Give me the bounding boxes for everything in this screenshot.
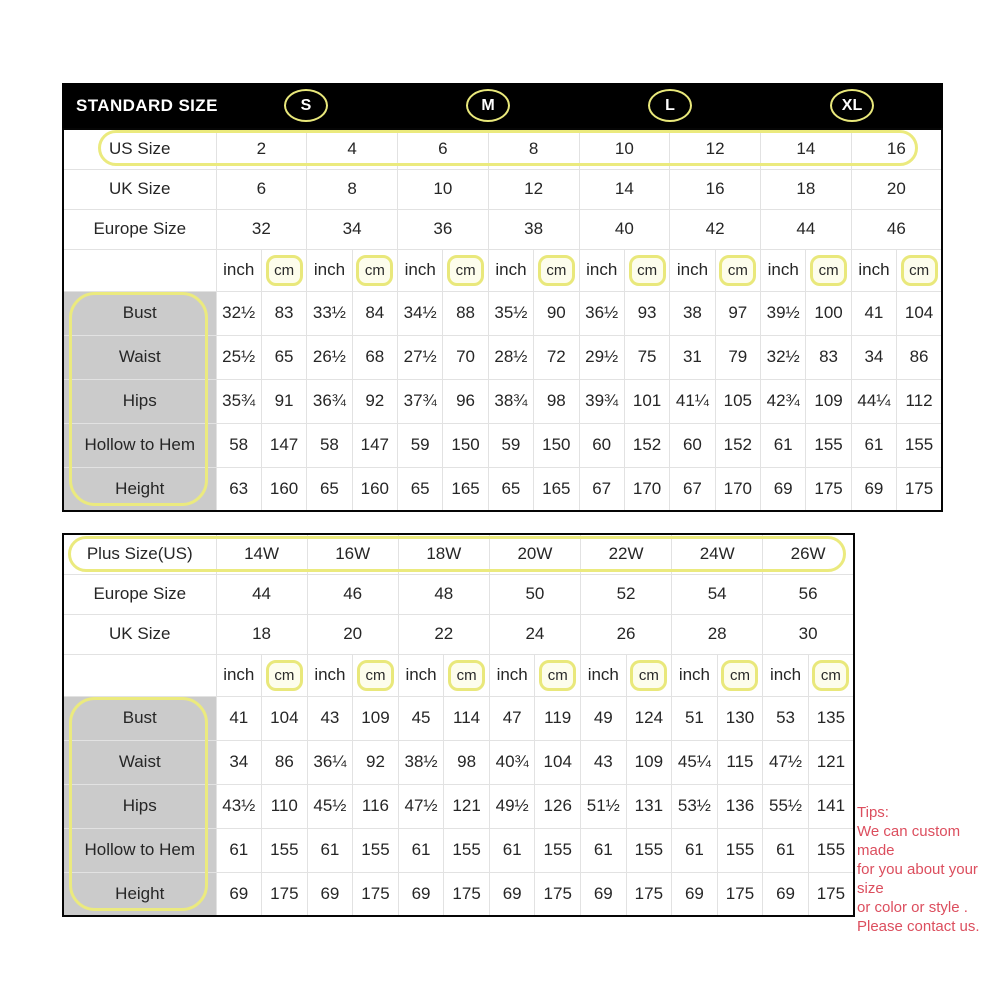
cm-unit-highlight: cm (357, 660, 394, 691)
size-value-cell: 16W (307, 534, 398, 574)
measurement-value-cell: 61 (851, 423, 896, 467)
measurement-value-cell: 60 (670, 423, 715, 467)
size-value-cell: 16 (670, 169, 761, 209)
measurement-value-cell: 175 (353, 872, 399, 916)
size-value-cell: 16 (851, 129, 942, 169)
measurement-value-cell: 35½ (488, 291, 533, 335)
size-value-cell: 12 (670, 129, 761, 169)
measurement-value-cell: 155 (535, 828, 581, 872)
size-value-cell: 32 (216, 209, 307, 249)
inch-unit-label: inch (216, 654, 262, 696)
measurement-value-cell: 51½ (581, 784, 627, 828)
measurement-value-cell: 35¾ (216, 379, 261, 423)
measurement-row (63, 828, 854, 872)
inch-unit-label: inch (672, 654, 718, 696)
cm-unit-highlight: cm (356, 255, 393, 286)
measurement-value-cell: 67 (670, 467, 715, 511)
measurement-label: Waist (63, 335, 216, 379)
measurement-value-cell: 61 (761, 423, 806, 467)
plus-size-table-mount (62, 533, 855, 917)
cm-unit-highlight: cm (630, 660, 667, 691)
inch-unit-label: inch (398, 249, 443, 291)
size-badge-xl: XL (830, 89, 874, 122)
row-label: UK Size (63, 169, 216, 209)
unit-row (63, 249, 942, 291)
measurement-value-cell: 175 (897, 467, 942, 511)
measurement-value-cell: 155 (353, 828, 399, 872)
measurement-value-cell: 155 (806, 423, 851, 467)
size-value-cell: 54 (672, 574, 763, 614)
measurement-value-cell: 39¾ (579, 379, 624, 423)
measurement-value-cell: 45½ (307, 784, 353, 828)
cm-unit-cell (444, 654, 490, 696)
measurement-value-cell: 155 (717, 828, 763, 872)
measurement-value-cell: 175 (626, 872, 672, 916)
inch-unit-label: inch (761, 249, 806, 291)
measurement-label: Hollow to Hem (63, 828, 216, 872)
measurement-value-cell: 109 (806, 379, 851, 423)
measurement-value-cell: 69 (851, 467, 896, 511)
cm-unit-highlight: cm (539, 660, 576, 691)
size-value-cell: 26 (581, 614, 672, 654)
size-row (63, 534, 854, 574)
measurement-value-cell: 69 (398, 872, 444, 916)
measurement-value-cell: 34 (851, 335, 896, 379)
measurement-value-cell: 170 (624, 467, 669, 511)
unit-row-empty-label (63, 654, 216, 696)
size-value-cell: 14W (216, 534, 307, 574)
measurement-value-cell: 109 (353, 696, 399, 740)
measurement-value-cell: 104 (897, 291, 942, 335)
measurement-value-cell: 53 (763, 696, 809, 740)
measurement-value-cell: 150 (443, 423, 488, 467)
measurement-value-cell: 34 (216, 740, 262, 784)
size-value-cell: 28 (672, 614, 763, 654)
tips-line: Please contact us. (857, 918, 980, 935)
measurement-value-cell: 47½ (763, 740, 809, 784)
measurement-value-cell: 152 (624, 423, 669, 467)
measurement-value-cell: 29½ (579, 335, 624, 379)
measurement-value-cell: 69 (672, 872, 718, 916)
unit-row (63, 654, 854, 696)
measurement-value-cell: 41¼ (670, 379, 715, 423)
measurement-value-cell: 175 (808, 872, 854, 916)
measurement-value-cell: 170 (715, 467, 760, 511)
measurement-label: Waist (63, 740, 216, 784)
size-row (63, 574, 854, 614)
inch-unit-label: inch (307, 249, 352, 291)
measurement-value-cell: 51 (672, 696, 718, 740)
measurement-value-cell: 155 (808, 828, 854, 872)
measurement-value-cell: 27½ (398, 335, 443, 379)
cm-unit-cell (535, 654, 581, 696)
measurement-value-cell: 90 (534, 291, 579, 335)
size-value-cell: 24W (672, 534, 763, 574)
measurement-value-cell: 175 (717, 872, 763, 916)
cm-unit-cell (262, 654, 308, 696)
measurement-value-cell: 121 (808, 740, 854, 784)
row-label: UK Size (63, 614, 216, 654)
measurement-value-cell: 60 (579, 423, 624, 467)
cm-unit-highlight: cm (629, 255, 666, 286)
measurement-value-cell: 25½ (216, 335, 261, 379)
size-value-cell: 6 (216, 169, 307, 209)
cm-unit-cell (352, 249, 397, 291)
measurement-value-cell: 124 (626, 696, 672, 740)
measurement-value-cell: 69 (216, 872, 262, 916)
measurement-value-cell: 98 (534, 379, 579, 423)
measurement-value-cell: 43 (307, 696, 353, 740)
size-table (62, 128, 943, 512)
size-table (62, 533, 855, 917)
measurement-value-cell: 136 (717, 784, 763, 828)
size-value-cell: 36 (398, 209, 489, 249)
measurement-value-cell: 53½ (672, 784, 718, 828)
measurement-value-cell: 44¼ (851, 379, 896, 423)
measurement-value-cell: 36¾ (307, 379, 352, 423)
tips-note (857, 803, 997, 936)
measurement-value-cell: 105 (715, 379, 760, 423)
measurement-value-cell: 86 (262, 740, 308, 784)
size-value-cell: 8 (488, 129, 579, 169)
measurement-value-cell: 104 (262, 696, 308, 740)
measurement-value-cell: 175 (444, 872, 490, 916)
row-label: Europe Size (63, 209, 216, 249)
cm-unit-cell (806, 249, 851, 291)
cm-unit-cell (715, 249, 760, 291)
size-row (63, 209, 942, 249)
measurement-row (63, 335, 942, 379)
size-value-cell: 4 (307, 129, 398, 169)
cm-unit-highlight: cm (266, 660, 303, 691)
size-value-cell: 40 (579, 209, 670, 249)
cm-unit-highlight: cm (448, 660, 485, 691)
cm-unit-highlight: cm (721, 660, 758, 691)
measurement-value-cell: 36½ (579, 291, 624, 335)
measurement-value-cell: 31 (670, 335, 715, 379)
measurement-value-cell: 63 (216, 467, 261, 511)
measurement-value-cell: 69 (307, 872, 353, 916)
measurement-value-cell: 38½ (398, 740, 444, 784)
measurement-value-cell: 131 (626, 784, 672, 828)
size-value-cell: 52 (581, 574, 672, 614)
cm-unit-cell (534, 249, 579, 291)
size-value-cell: 48 (398, 574, 489, 614)
measurement-value-cell: 59 (488, 423, 533, 467)
measurement-value-cell: 45¼ (672, 740, 718, 784)
measurement-row (63, 291, 942, 335)
measurement-value-cell: 41 (216, 696, 262, 740)
measurement-value-cell: 130 (717, 696, 763, 740)
measurement-value-cell: 38¾ (488, 379, 533, 423)
size-badge-m: M (466, 89, 510, 122)
measurement-value-cell: 79 (715, 335, 760, 379)
measurement-value-cell: 135 (808, 696, 854, 740)
cm-unit-highlight: cm (447, 255, 484, 286)
inch-unit-label: inch (579, 249, 624, 291)
size-value-cell: 30 (763, 614, 854, 654)
measurement-value-cell: 42¾ (761, 379, 806, 423)
measurement-value-cell: 155 (444, 828, 490, 872)
size-row (63, 129, 942, 169)
cm-unit-cell (897, 249, 942, 291)
measurement-value-cell: 93 (624, 291, 669, 335)
measurement-value-cell: 61 (307, 828, 353, 872)
size-value-cell: 18 (216, 614, 307, 654)
measurement-value-cell: 109 (626, 740, 672, 784)
measurement-value-cell: 58 (216, 423, 261, 467)
measurement-row (63, 467, 942, 511)
measurement-value-cell: 61 (763, 828, 809, 872)
measurement-value-cell: 101 (624, 379, 669, 423)
measurement-value-cell: 97 (715, 291, 760, 335)
measurement-label: Bust (63, 696, 216, 740)
inch-unit-label: inch (489, 654, 535, 696)
measurement-value-cell: 114 (444, 696, 490, 740)
inch-unit-label: inch (670, 249, 715, 291)
measurement-value-cell: 26½ (307, 335, 352, 379)
size-value-cell: 18W (398, 534, 489, 574)
measurement-value-cell: 61 (398, 828, 444, 872)
measurement-value-cell: 41 (851, 291, 896, 335)
measurement-value-cell: 61 (216, 828, 262, 872)
cm-unit-highlight: cm (901, 255, 938, 286)
measurement-value-cell: 61 (489, 828, 535, 872)
measurement-label: Height (63, 872, 216, 916)
measurement-value-cell: 65 (261, 335, 306, 379)
inch-unit-label: inch (307, 654, 353, 696)
measurement-value-cell: 61 (581, 828, 627, 872)
standard-size-header-bar (62, 83, 943, 128)
cm-unit-cell (261, 249, 306, 291)
measurement-value-cell: 69 (761, 467, 806, 511)
measurement-value-cell: 86 (897, 335, 942, 379)
size-row (63, 614, 854, 654)
size-value-cell: 44 (216, 574, 307, 614)
measurement-value-cell: 165 (443, 467, 488, 511)
measurement-value-cell: 110 (262, 784, 308, 828)
measurement-value-cell: 160 (261, 467, 306, 511)
inch-unit-label: inch (398, 654, 444, 696)
cm-unit-cell (808, 654, 854, 696)
measurement-value-cell: 119 (535, 696, 581, 740)
measurement-value-cell: 38 (670, 291, 715, 335)
measurement-label: Hips (63, 784, 216, 828)
measurement-value-cell: 165 (534, 467, 579, 511)
tips-line: or color or style . (857, 899, 968, 916)
measurement-value-cell: 55½ (763, 784, 809, 828)
measurement-value-cell: 75 (624, 335, 669, 379)
inch-unit-label: inch (763, 654, 809, 696)
measurement-value-cell: 72 (534, 335, 579, 379)
measurement-value-cell: 155 (626, 828, 672, 872)
size-value-cell: 56 (763, 574, 854, 614)
size-value-cell: 24 (489, 614, 580, 654)
inch-unit-label: inch (488, 249, 533, 291)
size-value-cell: 10 (398, 169, 489, 209)
measurement-value-cell: 88 (443, 291, 488, 335)
measurement-value-cell: 32½ (761, 335, 806, 379)
size-value-cell: 46 (307, 574, 398, 614)
cm-unit-cell (443, 249, 488, 291)
size-value-cell: 38 (488, 209, 579, 249)
measurement-value-cell: 147 (261, 423, 306, 467)
measurement-value-cell: 147 (352, 423, 397, 467)
measurement-value-cell: 92 (352, 379, 397, 423)
standard-size-table-mount (62, 128, 943, 512)
measurement-label: Height (63, 467, 216, 511)
measurement-value-cell: 45 (398, 696, 444, 740)
measurement-value-cell: 40¾ (489, 740, 535, 784)
cm-unit-cell (624, 249, 669, 291)
measurement-row (63, 784, 854, 828)
measurement-value-cell: 65 (488, 467, 533, 511)
measurement-value-cell: 47 (489, 696, 535, 740)
size-value-cell: 8 (307, 169, 398, 209)
measurement-value-cell: 70 (443, 335, 488, 379)
measurement-value-cell: 91 (261, 379, 306, 423)
measurement-label: Bust (63, 291, 216, 335)
measurement-value-cell: 33½ (307, 291, 352, 335)
size-value-cell: 20W (489, 534, 580, 574)
cm-unit-highlight: cm (719, 255, 756, 286)
measurement-value-cell: 49 (581, 696, 627, 740)
measurement-label: Hips (63, 379, 216, 423)
measurement-value-cell: 155 (897, 423, 942, 467)
measurement-row (63, 423, 942, 467)
size-value-cell: 2 (216, 129, 307, 169)
measurement-value-cell: 126 (535, 784, 581, 828)
size-value-cell: 22W (581, 534, 672, 574)
cm-unit-cell (353, 654, 399, 696)
size-value-cell: 22 (398, 614, 489, 654)
plus-size-table-section (62, 533, 855, 917)
measurement-value-cell: 155 (262, 828, 308, 872)
measurement-value-cell: 61 (672, 828, 718, 872)
row-label: Plus Size(US) (63, 534, 216, 574)
cm-unit-cell (717, 654, 763, 696)
measurement-value-cell: 67 (579, 467, 624, 511)
measurement-value-cell: 98 (444, 740, 490, 784)
measurement-value-cell: 69 (489, 872, 535, 916)
row-label: US Size (63, 129, 216, 169)
size-value-cell: 50 (489, 574, 580, 614)
size-value-cell: 6 (398, 129, 489, 169)
cm-unit-highlight: cm (812, 660, 849, 691)
measurement-value-cell: 175 (535, 872, 581, 916)
measurement-value-cell: 83 (806, 335, 851, 379)
measurement-value-cell: 43½ (216, 784, 262, 828)
cm-unit-highlight: cm (810, 255, 847, 286)
measurement-value-cell: 65 (398, 467, 443, 511)
measurement-value-cell: 28½ (488, 335, 533, 379)
measurement-value-cell: 152 (715, 423, 760, 467)
measurement-value-cell: 96 (443, 379, 488, 423)
measurement-label: Hollow to Hem (63, 423, 216, 467)
measurement-value-cell: 116 (353, 784, 399, 828)
measurement-value-cell: 121 (444, 784, 490, 828)
standard-size-title: STANDARD SIZE (76, 95, 218, 115)
measurement-row (63, 696, 854, 740)
measurement-value-cell: 115 (717, 740, 763, 784)
size-value-cell: 46 (851, 209, 942, 249)
measurement-value-cell: 68 (352, 335, 397, 379)
measurement-value-cell: 104 (535, 740, 581, 784)
measurement-value-cell: 100 (806, 291, 851, 335)
size-value-cell: 26W (763, 534, 854, 574)
size-value-cell: 34 (307, 209, 398, 249)
measurement-value-cell: 32½ (216, 291, 261, 335)
cm-unit-cell (626, 654, 672, 696)
size-badge-l: L (648, 89, 692, 122)
measurement-value-cell: 69 (763, 872, 809, 916)
cm-unit-highlight: cm (538, 255, 575, 286)
size-row (63, 169, 942, 209)
size-value-cell: 10 (579, 129, 670, 169)
measurement-value-cell: 160 (352, 467, 397, 511)
tips-line: We can custom made (857, 823, 961, 859)
size-value-cell: 20 (307, 614, 398, 654)
measurement-value-cell: 141 (808, 784, 854, 828)
unit-row-empty-label (63, 249, 216, 291)
measurement-value-cell: 83 (261, 291, 306, 335)
size-value-cell: 20 (851, 169, 942, 209)
measurement-value-cell: 37¾ (398, 379, 443, 423)
standard-size-table-section (62, 83, 943, 512)
measurement-row (63, 740, 854, 784)
measurement-value-cell: 150 (534, 423, 579, 467)
size-value-cell: 18 (761, 169, 852, 209)
measurement-value-cell: 39½ (761, 291, 806, 335)
measurement-value-cell: 47½ (398, 784, 444, 828)
measurement-value-cell: 84 (352, 291, 397, 335)
measurement-value-cell: 175 (262, 872, 308, 916)
measurement-value-cell: 34½ (398, 291, 443, 335)
measurement-row (63, 872, 854, 916)
row-label: Europe Size (63, 574, 216, 614)
measurement-value-cell: 65 (307, 467, 352, 511)
measurement-value-cell: 92 (353, 740, 399, 784)
size-value-cell: 12 (488, 169, 579, 209)
inch-unit-label: inch (581, 654, 627, 696)
cm-unit-highlight: cm (266, 255, 303, 286)
measurement-value-cell: 175 (806, 467, 851, 511)
measurement-value-cell: 49½ (489, 784, 535, 828)
measurement-row (63, 379, 942, 423)
size-value-cell: 42 (670, 209, 761, 249)
tips-title: Tips: (857, 804, 889, 821)
measurement-value-cell: 43 (581, 740, 627, 784)
measurement-value-cell: 59 (398, 423, 443, 467)
measurement-value-cell: 58 (307, 423, 352, 467)
measurement-value-cell: 36¼ (307, 740, 353, 784)
size-value-cell: 14 (579, 169, 670, 209)
measurement-value-cell: 112 (897, 379, 942, 423)
measurement-value-cell: 69 (581, 872, 627, 916)
inch-unit-label: inch (216, 249, 261, 291)
size-badge-s: S (284, 89, 328, 122)
size-value-cell: 44 (761, 209, 852, 249)
size-value-cell: 14 (761, 129, 852, 169)
tips-line: for you about your size (857, 861, 978, 897)
inch-unit-label: inch (851, 249, 896, 291)
